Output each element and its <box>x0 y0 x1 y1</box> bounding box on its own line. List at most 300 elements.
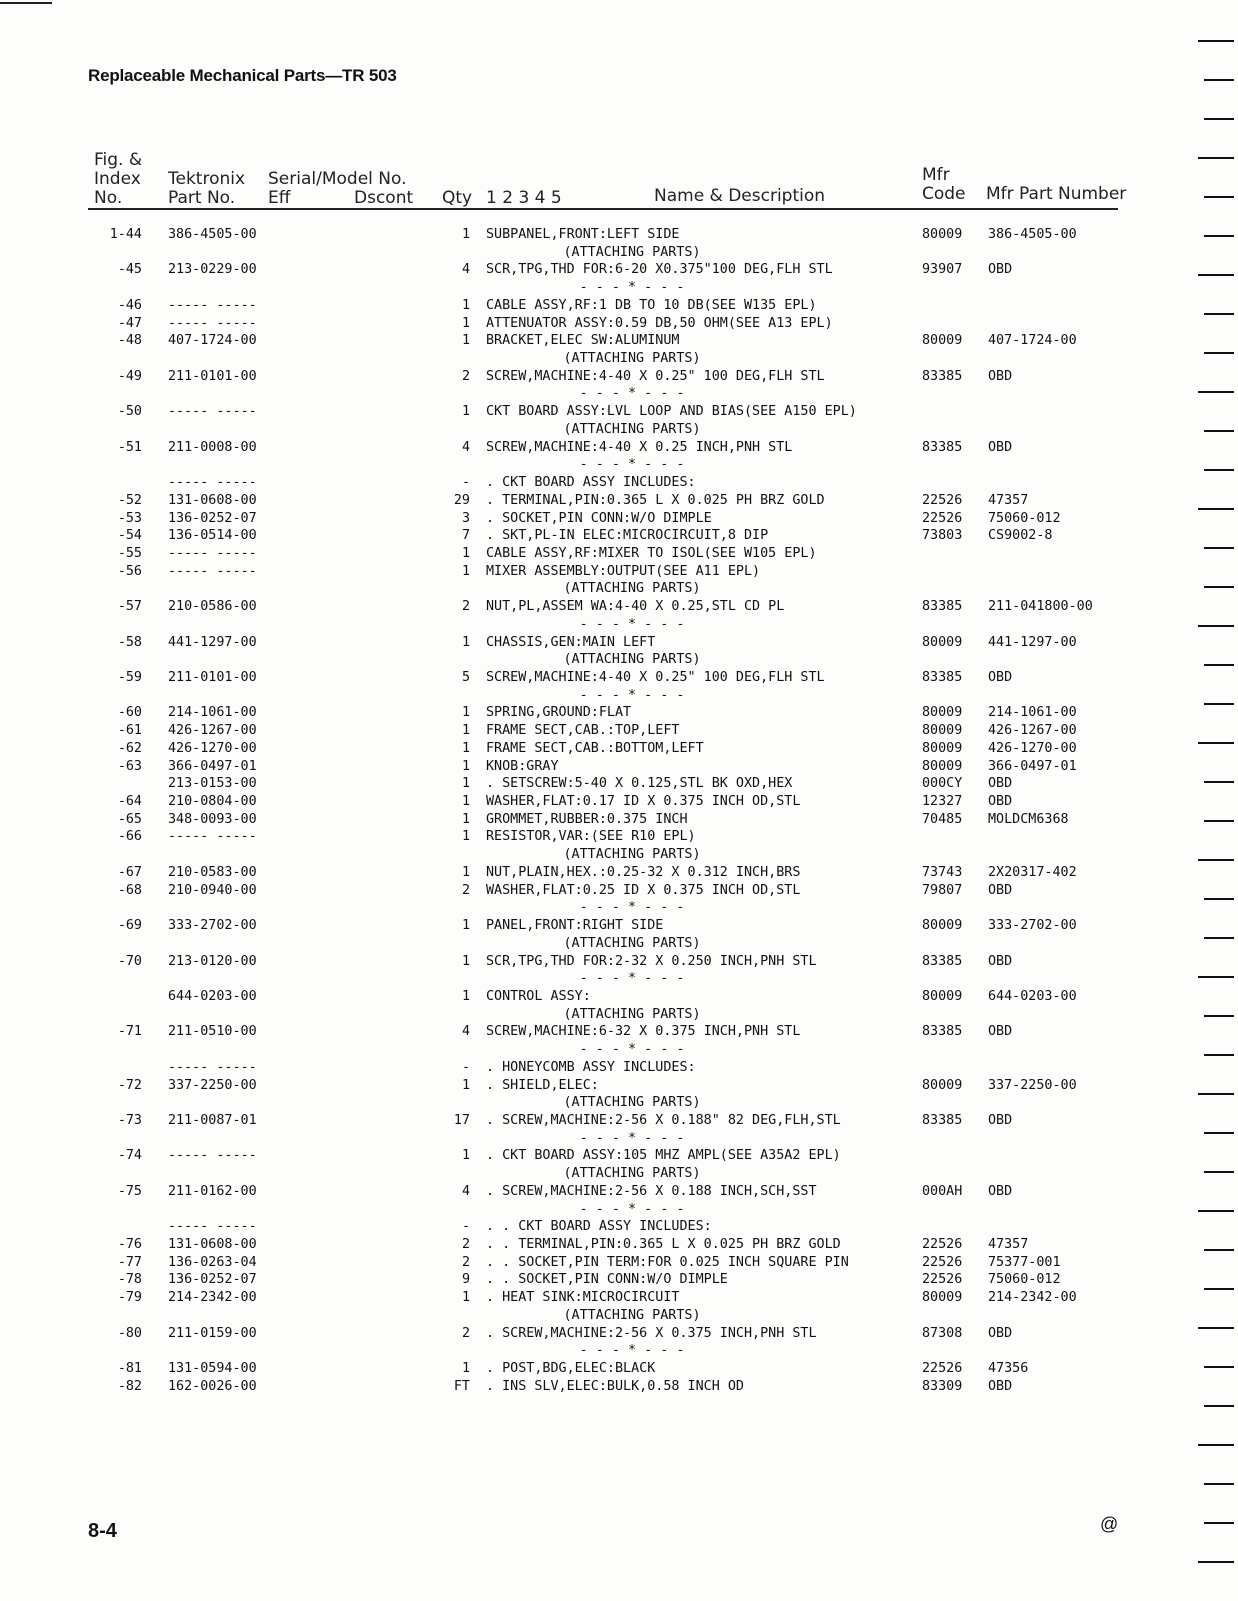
row-part-number: 211-0510-00 <box>168 1024 257 1040</box>
row-mfr-part-number: CS9002-8 <box>988 528 1053 544</box>
binding-tick <box>1204 196 1234 198</box>
row-mfr-code: 22526 <box>922 510 963 526</box>
row-part-number: 131-0608-00 <box>168 1237 257 1253</box>
row-part-number: 210-0583-00 <box>168 864 257 880</box>
binding-tick <box>1204 781 1234 783</box>
header-qty: Qty <box>442 188 473 208</box>
row-index: -62 <box>117 740 142 756</box>
row-qty: 4 <box>461 262 470 278</box>
row-mfr-part-number: 426-1267-00 <box>988 723 1077 739</box>
row-index: -64 <box>117 794 142 810</box>
row-mfr-part-number: 386-4505-00 <box>988 227 1077 242</box>
row-qty: 1 <box>461 705 470 721</box>
row-qty: 4 <box>461 1183 470 1199</box>
binding-tick <box>1204 430 1234 432</box>
row-mfr-code: 73803 <box>922 528 963 544</box>
row-part-number: 211-0162-00 <box>168 1183 257 1199</box>
row-mfr-part-number: OBD <box>988 776 1013 792</box>
row-name: . TERMINAL,PIN:0.365 L X 0.025 PH BRZ GOLD <box>486 492 825 508</box>
row-name: BRACKET,ELEC SW:ALUMINUM <box>486 333 680 349</box>
binding-tick <box>1198 40 1234 42</box>
row-name: CHASSIS,GEN:MAIN LEFT <box>486 634 656 650</box>
row-part-number: 136-0263-04 <box>168 1254 257 1270</box>
row-qty: 4 <box>461 439 470 455</box>
row-index: -68 <box>117 882 142 898</box>
row-qty: 4 <box>461 1024 470 1040</box>
row-mfr-part-number: 75060-012 <box>988 1272 1061 1288</box>
header-mfr-part: Mfr Part Number <box>986 184 1127 204</box>
binding-tick <box>1204 1015 1234 1017</box>
row-mfr-part-number: 644-0203-00 <box>988 988 1077 1004</box>
row-index: -46 <box>117 297 142 313</box>
row-mfr-code: 93907 <box>922 262 963 278</box>
end-attaching-parts-marker: - - - * - - - <box>579 1042 685 1058</box>
header-serial: Serial/Model No. <box>268 169 407 189</box>
row-part-number: 407-1724-00 <box>168 333 257 349</box>
row-qty: 2 <box>461 599 470 615</box>
row-qty: 1 <box>461 988 470 1004</box>
row-index: -69 <box>117 918 142 934</box>
binding-tick <box>1204 547 1234 549</box>
row-name: PANEL,FRONT:RIGHT SIDE <box>486 918 664 934</box>
row-index: -66 <box>117 829 142 845</box>
row-index: -58 <box>117 634 142 650</box>
row-part-number: 441-1297-00 <box>168 634 257 650</box>
header-mfr-code-2: Code <box>922 184 966 204</box>
end-attaching-parts-marker: - - - * - - - <box>579 1343 685 1359</box>
row-part-number: 131-0608-00 <box>168 492 257 508</box>
row-mfr-code: 83385 <box>922 670 963 685</box>
row-qty: 2 <box>461 1237 470 1253</box>
row-name: ATTENUATOR ASSY:0.59 DB,50 OHM(SEE A13 EPL) <box>486 315 833 331</box>
row-part-number: 131-0594-00 <box>168 1361 257 1377</box>
row-mfr-code: 87308 <box>922 1325 963 1341</box>
row-index: -51 <box>117 439 142 455</box>
page-title: Replaceable Mechanical Parts—TR 503 <box>88 66 397 85</box>
row-mfr-code: 80009 <box>922 758 963 774</box>
row-qty: 1 <box>461 740 470 756</box>
row-part-number: 214-2342-00 <box>168 1290 257 1306</box>
row-qty: - <box>461 1059 470 1075</box>
row-mfr-part-number: OBD <box>988 670 1013 685</box>
row-part-number: 386-4505-00 <box>168 227 257 242</box>
row-name: SCREW,MACHINE:4-40 X 0.25 INCH,PNH STL <box>486 439 793 455</box>
row-name: CKT BOARD ASSY:LVL LOOP AND BIAS(SEE A150 EPL) <box>486 404 857 420</box>
binding-tick <box>1204 352 1234 354</box>
row-name: . POST,BDG,ELEC:BLACK <box>486 1361 656 1377</box>
row-mfr-code: 22526 <box>922 1272 963 1288</box>
row-mfr-part-number: 426-1270-00 <box>988 740 1077 756</box>
attaching-parts-label: (ATTACHING PARTS) <box>563 351 701 367</box>
row-mfr-code: 22526 <box>922 1361 963 1377</box>
row-name: SCR,TPG,THD FOR:6-20 X0.375"100 DEG,FLH STL <box>486 262 833 278</box>
end-attaching-parts-marker: - - - * - - - <box>579 457 685 473</box>
row-mfr-code: 83385 <box>922 368 963 384</box>
row-mfr-code: 80009 <box>922 1077 963 1093</box>
row-qty: 1 <box>461 227 470 242</box>
attaching-parts-label: (ATTACHING PARTS) <box>563 847 701 863</box>
row-mfr-code: 22526 <box>922 1237 963 1253</box>
row-name: SCREW,MACHINE:4-40 X 0.25" 100 DEG,FLH STL <box>486 368 825 384</box>
row-name: SCREW,MACHINE:4-40 X 0.25" 100 DEG,FLH STL <box>486 670 825 685</box>
row-index: -77 <box>117 1254 142 1270</box>
binding-tick <box>1204 118 1234 120</box>
row-qty: 1 <box>461 758 470 774</box>
row-part-number: 333-2702-00 <box>168 918 257 934</box>
row-mfr-part-number: 47356 <box>988 1361 1029 1377</box>
attaching-parts-label: (ATTACHING PARTS) <box>563 1095 701 1111</box>
binding-tick <box>1204 1366 1234 1368</box>
row-qty: 1 <box>461 864 470 880</box>
row-name: SPRING,GROUND:FLAT <box>486 705 632 721</box>
row-name: . SCREW,MACHINE:2-56 X 0.375 INCH,PNH STL <box>486 1325 817 1341</box>
row-mfr-part-number: OBD <box>988 1113 1013 1128</box>
header-eff: Eff <box>268 188 291 208</box>
attaching-parts-label: (ATTACHING PARTS) <box>563 652 701 668</box>
header-fig-index-3: No. <box>94 188 123 208</box>
row-mfr-code: 80009 <box>922 723 963 739</box>
binding-tick <box>1198 1327 1234 1329</box>
row-qty: 1 <box>461 811 470 827</box>
row-part-number: 213-0153-00 <box>168 776 257 792</box>
binding-tick <box>1204 469 1234 471</box>
row-mfr-code: 83385 <box>922 439 963 455</box>
row-part-number: ----- ----- <box>168 1059 257 1075</box>
row-index: -79 <box>117 1290 142 1306</box>
row-mfr-code: 80009 <box>922 227 963 242</box>
row-mfr-part-number: OBD <box>988 439 1013 455</box>
end-attaching-parts-marker: - - - * - - - <box>579 280 685 296</box>
row-index: -49 <box>117 368 142 384</box>
row-part-number: 426-1267-00 <box>168 723 257 739</box>
row-qty: 9 <box>461 1272 470 1288</box>
row-qty: 1 <box>461 794 470 810</box>
row-name: RESISTOR,VAR:(SEE R10 EPL) <box>486 829 696 845</box>
row-mfr-code: 80009 <box>922 1290 963 1306</box>
row-mfr-code: 83385 <box>922 599 963 615</box>
row-name: . SCREW,MACHINE:2-56 X 0.188 INCH,SCH,SST <box>486 1183 817 1199</box>
row-index: -57 <box>117 599 142 615</box>
row-mfr-part-number: 407-1724-00 <box>988 333 1077 349</box>
end-attaching-parts-marker: - - - * - - - <box>579 1201 685 1217</box>
row-qty: 1 <box>461 333 470 349</box>
row-index: -56 <box>117 563 142 579</box>
row-index: -45 <box>117 262 142 278</box>
binding-tick <box>1204 1171 1234 1173</box>
binding-tick <box>1198 625 1234 627</box>
binding-tick <box>1204 313 1234 315</box>
binding-tick <box>1204 1054 1234 1056</box>
end-attaching-parts-marker: - - - * - - - <box>579 971 685 987</box>
row-qty: 3 <box>461 510 470 526</box>
row-mfr-part-number: 214-2342-00 <box>988 1290 1077 1306</box>
row-index: -65 <box>117 811 142 827</box>
row-part-number: 213-0229-00 <box>168 262 257 278</box>
row-index: -50 <box>117 404 142 420</box>
row-qty: 2 <box>461 368 470 384</box>
row-part-number: 214-1061-00 <box>168 705 257 721</box>
binding-tick <box>1204 1522 1234 1524</box>
row-qty: 29 <box>453 492 470 508</box>
corner-mark: @ <box>1100 1514 1119 1534</box>
binding-tick <box>1198 1093 1234 1095</box>
row-name: CONTROL ASSY: <box>486 988 591 1004</box>
row-name: . SETSCREW:5-40 X 0.125,STL BK OXD,HEX <box>486 776 793 792</box>
row-qty: 17 <box>453 1113 470 1128</box>
row-part-number: 366-0497-01 <box>168 758 257 774</box>
row-mfr-part-number: 75060-012 <box>988 510 1061 526</box>
binding-tick <box>1198 976 1234 978</box>
row-name: SCREW,MACHINE:6-32 X 0.375 INCH,PNH STL <box>486 1024 801 1040</box>
row-qty: 1 <box>461 634 470 650</box>
row-mfr-part-number: 47357 <box>988 1237 1029 1253</box>
row-name: NUT,PL,ASSEM WA:4-40 X 0.25,STL CD PL <box>486 599 785 615</box>
row-part-number: 211-0087-01 <box>168 1113 257 1128</box>
row-name: . . TERMINAL,PIN:0.365 L X 0.025 PH BRZ GOLD <box>486 1237 841 1253</box>
row-part-number: 426-1270-00 <box>168 740 257 756</box>
binding-tick <box>1198 157 1234 159</box>
row-mfr-code: 12327 <box>922 794 963 810</box>
row-name: . SKT,PL-IN ELEC:MICROCIRCUIT,8 DIP <box>486 528 769 544</box>
row-name: . . SOCKET,PIN CONN:W/O DIMPLE <box>486 1272 728 1288</box>
row-part-number: ----- ----- <box>168 1219 257 1235</box>
row-part-number: ----- ----- <box>168 475 257 491</box>
row-name: . . SOCKET,PIN TERM:FOR 0.025 INCH SQUARE PIN <box>486 1254 849 1270</box>
row-index: -73 <box>117 1113 142 1128</box>
row-mfr-code: 83309 <box>922 1378 963 1394</box>
row-index: -70 <box>117 953 142 969</box>
row-name: FRAME SECT,CAB.:BOTTOM,LEFT <box>486 740 704 756</box>
row-name: SUBPANEL,FRONT:LEFT SIDE <box>486 227 680 242</box>
binding-tick <box>1204 79 1234 81</box>
header-fig-index-2: Index <box>94 169 141 189</box>
row-name: . INS SLV,ELEC:BULK,0.58 INCH OD <box>486 1378 744 1394</box>
row-part-number: ----- ----- <box>168 315 257 331</box>
row-part-number: ----- ----- <box>168 545 257 561</box>
row-name: . . CKT BOARD ASSY INCLUDES: <box>486 1219 712 1235</box>
row-mfr-code: 80009 <box>922 333 963 349</box>
row-index: -55 <box>117 545 142 561</box>
row-name: . CKT BOARD ASSY:105 MHZ AMPL(SEE A35A2 EPL) <box>486 1148 841 1164</box>
row-part-number: 211-0008-00 <box>168 439 257 455</box>
binding-tick <box>1204 586 1234 588</box>
row-mfr-code: 22526 <box>922 1254 963 1270</box>
row-qty: 2 <box>461 1325 470 1341</box>
row-name: . HEAT SINK:MICROCIRCUIT <box>486 1290 680 1306</box>
row-part-number: ----- ----- <box>168 1148 257 1164</box>
row-mfr-code: 83385 <box>922 953 963 969</box>
row-part-number: 644-0203-00 <box>168 988 257 1004</box>
end-attaching-parts-marker: - - - * - - - <box>579 616 685 632</box>
row-name: . CKT BOARD ASSY INCLUDES: <box>486 475 696 491</box>
row-name: . SOCKET,PIN CONN:W/O DIMPLE <box>486 510 712 526</box>
row-qty: 1 <box>461 723 470 739</box>
row-qty: - <box>461 475 470 491</box>
binding-tick <box>1204 1483 1234 1485</box>
row-index: -53 <box>117 510 142 526</box>
row-mfr-part-number: 47357 <box>988 492 1029 508</box>
page-number: 8-4 <box>88 1520 117 1542</box>
row-qty: FT <box>453 1378 470 1394</box>
row-mfr-part-number: MOLDCM6368 <box>988 811 1069 827</box>
row-mfr-part-number: 211-041800-00 <box>988 599 1093 615</box>
row-part-number: ----- ----- <box>168 404 257 420</box>
row-name: KNOB:GRAY <box>486 758 559 774</box>
row-mfr-part-number: 333-2702-00 <box>988 918 1077 934</box>
end-attaching-parts-marker: - - - * - - - <box>579 687 685 703</box>
row-name: SCR,TPG,THD FOR:2-32 X 0.250 INCH,PNH STL <box>486 953 817 969</box>
row-mfr-part-number: 441-1297-00 <box>988 634 1077 650</box>
row-mfr-part-number: 337-2250-00 <box>988 1077 1077 1093</box>
row-mfr-part-number: 75377-001 <box>988 1254 1061 1270</box>
row-mfr-part-number: OBD <box>988 794 1013 810</box>
row-index: -82 <box>117 1378 142 1394</box>
row-part-number: 162-0026-00 <box>168 1378 257 1394</box>
row-name: MIXER ASSEMBLY:OUTPUT(SEE A11 EPL) <box>486 563 761 579</box>
row-mfr-part-number: OBD <box>988 1183 1013 1199</box>
binding-tick <box>1204 1249 1234 1251</box>
row-qty: 2 <box>461 882 470 898</box>
header-mfr-code-1: Mfr <box>922 165 950 185</box>
row-index: -48 <box>117 333 142 349</box>
row-index: -63 <box>117 758 142 774</box>
row-qty: 1 <box>461 315 470 331</box>
row-mfr-code: 000AH <box>922 1183 963 1199</box>
row-qty: 1 <box>461 1290 470 1306</box>
attaching-parts-label: (ATTACHING PARTS) <box>563 1307 701 1323</box>
row-index: -47 <box>117 315 142 331</box>
binding-tick <box>1204 235 1234 237</box>
row-qty: 7 <box>461 528 470 544</box>
attaching-parts-label: (ATTACHING PARTS) <box>563 935 701 951</box>
row-mfr-part-number: OBD <box>988 262 1013 278</box>
row-mfr-code: 80009 <box>922 988 963 1004</box>
row-index: -71 <box>117 1024 142 1040</box>
row-name: WASHER,FLAT:0.25 ID X 0.375 INCH OD,STL <box>486 882 801 898</box>
row-part-number: 348-0093-00 <box>168 811 257 827</box>
row-part-number: 136-0252-07 <box>168 1272 257 1288</box>
row-mfr-part-number: 214-1061-00 <box>988 705 1077 721</box>
row-name: CABLE ASSY,RF:MIXER TO ISOL(SEE W105 EPL) <box>486 545 817 561</box>
row-name: NUT,PLAIN,HEX.:0.25-32 X 0.312 INCH,BRS <box>486 864 801 880</box>
row-qty: 1 <box>461 545 470 561</box>
row-qty: 2 <box>461 1254 470 1270</box>
row-name: CABLE ASSY,RF:1 DB TO 10 DB(SEE W135 EPL) <box>486 297 817 313</box>
binding-tick <box>1198 1444 1234 1446</box>
end-attaching-parts-marker: - - - * - - - <box>579 386 685 402</box>
row-part-number: 210-0804-00 <box>168 794 257 810</box>
row-index: -80 <box>117 1325 142 1341</box>
row-name: GROMMET,RUBBER:0.375 INCH <box>486 811 688 827</box>
row-name: FRAME SECT,CAB.:TOP,LEFT <box>486 723 680 739</box>
row-qty: 1 <box>461 563 470 579</box>
binding-edge <box>1196 0 1238 1601</box>
row-name: . HONEYCOMB ASSY INCLUDES: <box>486 1059 696 1075</box>
row-mfr-code: 73743 <box>922 864 963 880</box>
binding-tick <box>1204 820 1234 822</box>
row-index: -74 <box>117 1148 142 1164</box>
row-index: -72 <box>117 1077 142 1093</box>
row-mfr-code: 83385 <box>922 1024 963 1040</box>
row-mfr-part-number: OBD <box>988 1024 1013 1040</box>
row-part-number: 211-0101-00 <box>168 670 257 685</box>
row-name: . SHIELD,ELEC: <box>486 1077 599 1093</box>
attaching-parts-label: (ATTACHING PARTS) <box>563 1006 701 1022</box>
binding-tick <box>1204 1288 1234 1290</box>
row-part-number: ----- ----- <box>168 563 257 579</box>
row-name: WASHER,FLAT:0.17 ID X 0.375 INCH OD,STL <box>486 794 801 810</box>
binding-tick <box>1204 703 1234 705</box>
binding-tick <box>1198 391 1234 393</box>
row-mfr-code: 70485 <box>922 811 963 827</box>
row-mfr-part-number: OBD <box>988 882 1013 898</box>
attaching-parts-label: (ATTACHING PARTS) <box>563 421 701 437</box>
row-index: -60 <box>117 705 142 721</box>
row-mfr-part-number: 2X20317-402 <box>988 864 1077 880</box>
header-dscont: Dscont <box>354 188 414 208</box>
row-index: 1-44 <box>109 227 142 242</box>
binding-tick <box>1198 274 1234 276</box>
binding-tick <box>1198 859 1234 861</box>
row-qty: 1 <box>461 829 470 845</box>
row-qty: 5 <box>461 670 470 685</box>
row-mfr-code: 79807 <box>922 882 963 898</box>
binding-tick <box>1204 898 1234 900</box>
row-part-number: 211-0101-00 <box>168 368 257 384</box>
row-qty: 1 <box>461 918 470 934</box>
row-mfr-code: 80009 <box>922 634 963 650</box>
row-qty: 1 <box>461 776 470 792</box>
row-mfr-part-number: OBD <box>988 953 1013 969</box>
row-qty: 1 <box>461 297 470 313</box>
end-attaching-parts-marker: - - - * - - - <box>579 900 685 916</box>
row-index: -52 <box>117 492 142 508</box>
row-qty: 1 <box>461 1148 470 1164</box>
row-mfr-code: 80009 <box>922 740 963 756</box>
row-mfr-code: 83385 <box>922 1113 963 1128</box>
row-part-number: 213-0120-00 <box>168 953 257 969</box>
row-part-number: 211-0159-00 <box>168 1325 257 1341</box>
header-indent: 1 2 3 4 5 <box>486 188 562 208</box>
binding-tick <box>1198 508 1234 510</box>
row-part-number: 136-0514-00 <box>168 528 257 544</box>
attaching-parts-label: (ATTACHING PARTS) <box>563 1166 701 1182</box>
row-index: -76 <box>117 1237 142 1253</box>
binding-tick <box>1198 1561 1234 1563</box>
header-name: Name & Description <box>654 186 826 206</box>
row-mfr-code: 80009 <box>922 705 963 721</box>
row-mfr-code: 22526 <box>922 492 963 508</box>
row-index: -75 <box>117 1183 142 1199</box>
row-qty: - <box>461 1219 470 1235</box>
binding-tick <box>1204 1405 1234 1407</box>
row-mfr-part-number: OBD <box>988 1325 1013 1341</box>
attaching-parts-label: (ATTACHING PARTS) <box>563 581 701 597</box>
end-attaching-parts-marker: - - - * - - - <box>579 1130 685 1146</box>
binding-tick <box>1198 1210 1234 1212</box>
header-fig-index-1: Fig. & <box>94 150 143 170</box>
row-qty: 1 <box>461 1077 470 1093</box>
row-mfr-part-number: 366-0497-01 <box>988 758 1077 774</box>
row-part-number: ----- ----- <box>168 297 257 313</box>
row-part-number: 210-0940-00 <box>168 882 257 898</box>
row-index: -81 <box>117 1361 142 1377</box>
row-mfr-part-number: OBD <box>988 1378 1013 1394</box>
row-index: -61 <box>117 723 142 739</box>
row-mfr-part-number: OBD <box>988 368 1013 384</box>
row-mfr-code: 000CY <box>922 776 963 792</box>
header-part-no-2: Part No. <box>168 188 236 208</box>
